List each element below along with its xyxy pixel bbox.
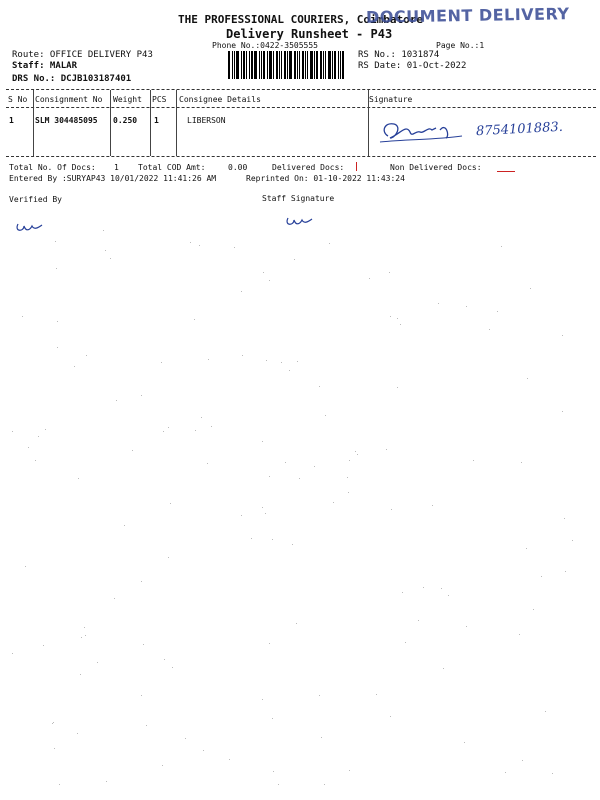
scan-speck bbox=[114, 598, 115, 599]
scan-speck bbox=[53, 722, 54, 723]
scan-speck bbox=[526, 548, 527, 549]
barcode-bar bbox=[234, 51, 235, 79]
header-weight: Weight bbox=[113, 95, 142, 104]
scan-speck bbox=[349, 460, 350, 461]
total-docs-value: 1 bbox=[114, 163, 119, 172]
scan-speck bbox=[397, 387, 398, 388]
scan-speck bbox=[522, 760, 523, 761]
total-docs-label: Total No. Of Docs: bbox=[9, 163, 96, 172]
scan-speck bbox=[22, 316, 23, 317]
scan-speck bbox=[319, 386, 320, 387]
scan-speck bbox=[390, 316, 391, 317]
scan-speck bbox=[207, 463, 208, 464]
scan-speck bbox=[203, 750, 204, 751]
scan-speck bbox=[329, 243, 330, 244]
scan-speck bbox=[562, 335, 563, 336]
scan-speck bbox=[314, 466, 315, 467]
barcode-bar bbox=[325, 51, 326, 79]
scan-speck bbox=[423, 587, 424, 588]
scan-speck bbox=[211, 426, 212, 427]
scan-speck bbox=[38, 436, 39, 437]
scan-speck bbox=[35, 460, 36, 461]
scan-speck bbox=[110, 258, 111, 259]
barcode-bar bbox=[284, 51, 286, 79]
scan-speck bbox=[448, 595, 449, 596]
scan-speck bbox=[376, 694, 377, 695]
barcode-bar bbox=[236, 51, 239, 79]
scan-speck bbox=[132, 450, 133, 451]
scan-speck bbox=[265, 513, 266, 514]
scan-speck bbox=[464, 742, 465, 743]
scan-speck bbox=[294, 259, 295, 260]
scan-speck bbox=[234, 247, 235, 248]
scan-speck bbox=[281, 362, 282, 363]
scan-speck bbox=[251, 538, 252, 539]
barcode-bar bbox=[249, 51, 250, 79]
scan-speck bbox=[527, 378, 528, 379]
entered-by: Entered By :SURYAP43 10/01/2022 11:41:26 AM bbox=[9, 174, 217, 183]
scan-speck bbox=[124, 525, 125, 526]
scan-speck bbox=[466, 306, 467, 307]
scan-speck bbox=[185, 738, 186, 739]
scan-speck bbox=[285, 462, 286, 463]
barcode-bar bbox=[342, 51, 344, 79]
scan-speck bbox=[466, 626, 467, 627]
scan-speck bbox=[141, 395, 142, 396]
scan-speck bbox=[86, 355, 87, 356]
scan-speck bbox=[161, 362, 162, 363]
barcode-bar bbox=[232, 51, 233, 79]
signature-phone-note: 8754101883. bbox=[475, 119, 564, 140]
row-consignment: SLM 304485095 bbox=[35, 116, 98, 125]
scan-speck bbox=[78, 478, 79, 479]
barcode-bar bbox=[273, 51, 274, 79]
receiver-signature bbox=[376, 112, 466, 148]
scan-speck bbox=[28, 447, 29, 448]
scan-speck bbox=[497, 311, 498, 312]
scan-speck bbox=[391, 509, 392, 510]
barcode-bar bbox=[243, 51, 245, 79]
barcode-bar bbox=[297, 51, 298, 79]
barcode-bar bbox=[228, 51, 230, 79]
staff-label: Staff: MALAR bbox=[12, 61, 78, 71]
scan-speck bbox=[262, 441, 263, 442]
row-weight: 0.250 bbox=[113, 116, 138, 125]
header-sno: S No bbox=[8, 95, 28, 104]
table-header-rule bbox=[6, 107, 596, 108]
scan-speck bbox=[505, 772, 506, 773]
scan-speck bbox=[168, 427, 169, 428]
scan-speck bbox=[143, 644, 144, 645]
drs-number: DRS No.: DCJB103187401 bbox=[12, 74, 132, 84]
col-divider bbox=[150, 90, 151, 156]
barcode-bar bbox=[340, 51, 341, 79]
barcode-bar bbox=[261, 51, 262, 79]
company-title: THE PROFESSIONAL COURIERS, Coimbatore bbox=[178, 13, 424, 26]
scan-speck bbox=[541, 576, 542, 577]
scan-speck bbox=[105, 250, 106, 251]
barcode-bar bbox=[332, 51, 333, 79]
scan-speck bbox=[405, 642, 406, 643]
scan-speck bbox=[386, 449, 387, 450]
scan-speck bbox=[333, 502, 334, 503]
barcode-bar bbox=[302, 51, 304, 79]
scan-speck bbox=[208, 359, 209, 360]
scan-speck bbox=[74, 366, 75, 367]
scan-speck bbox=[325, 415, 326, 416]
scan-speck bbox=[521, 462, 522, 463]
scan-speck bbox=[242, 355, 243, 356]
scan-speck bbox=[519, 634, 520, 635]
scan-speck bbox=[164, 659, 165, 660]
scan-speck bbox=[241, 291, 242, 292]
scan-speck bbox=[55, 241, 56, 242]
barcode-bar bbox=[307, 51, 308, 79]
barcode-bar bbox=[323, 51, 324, 79]
scan-speck bbox=[565, 571, 566, 572]
scan-speck bbox=[348, 492, 349, 493]
scan-speck bbox=[272, 539, 273, 540]
header-consignee-details: Consignee Details bbox=[179, 95, 261, 104]
scan-speck bbox=[172, 667, 173, 668]
scan-speck bbox=[269, 643, 270, 644]
document-delivery-stamp: DOCUMENT DELIVERY bbox=[365, 4, 570, 27]
scan-speck bbox=[297, 361, 298, 362]
scan-speck bbox=[321, 737, 322, 738]
barcode-bar bbox=[259, 51, 260, 79]
barcode-bar bbox=[251, 51, 253, 79]
verifier-initials bbox=[14, 216, 50, 234]
scan-speck bbox=[273, 771, 274, 772]
scan-speck bbox=[562, 411, 563, 412]
scan-speck bbox=[57, 347, 58, 348]
scan-speck bbox=[12, 431, 13, 432]
reprinted-on: Reprinted On: 01-10-2022 11:43:24 bbox=[246, 174, 405, 183]
scan-speck bbox=[564, 518, 565, 519]
barcode-bar bbox=[328, 51, 331, 79]
scan-speck bbox=[25, 566, 26, 567]
barcode-bar bbox=[314, 51, 315, 79]
table-top-rule bbox=[6, 89, 596, 90]
scan-speck bbox=[266, 360, 267, 361]
barcode-bar bbox=[316, 51, 318, 79]
header-pcs: PCS bbox=[152, 95, 167, 104]
scan-speck bbox=[390, 716, 391, 717]
non-delivered-docs-label: Non Delivered Docs: bbox=[390, 163, 482, 172]
page-number: Page No.:1 bbox=[436, 41, 485, 50]
scan-speck bbox=[59, 784, 60, 785]
scan-speck bbox=[163, 431, 164, 432]
scan-speck bbox=[296, 623, 297, 624]
scan-speck bbox=[52, 723, 53, 724]
scan-speck bbox=[545, 711, 546, 712]
table-bottom-rule bbox=[6, 156, 596, 157]
scan-speck bbox=[201, 417, 202, 418]
barcode-bar bbox=[241, 51, 242, 79]
barcode bbox=[228, 51, 348, 79]
scan-speck bbox=[141, 695, 142, 696]
scan-speck bbox=[441, 588, 442, 589]
scan-speck bbox=[190, 242, 191, 243]
scan-speck bbox=[473, 460, 474, 461]
scan-speck bbox=[103, 230, 104, 231]
scan-speck bbox=[369, 278, 370, 279]
scan-speck bbox=[168, 557, 169, 558]
scan-speck bbox=[106, 781, 107, 782]
rs-number: RS No.: 1031874 bbox=[358, 50, 440, 60]
scan-speck bbox=[262, 699, 263, 700]
barcode-bar bbox=[246, 51, 247, 79]
scan-speck bbox=[349, 770, 350, 771]
scan-speck bbox=[292, 544, 293, 545]
scan-speck bbox=[45, 429, 46, 430]
scan-speck bbox=[80, 674, 81, 675]
scan-speck bbox=[533, 609, 534, 610]
scan-speck bbox=[530, 288, 531, 289]
scan-speck bbox=[552, 773, 553, 774]
scan-speck bbox=[84, 627, 85, 628]
scan-speck bbox=[501, 246, 502, 247]
barcode-bar bbox=[263, 51, 265, 79]
barcode-bar bbox=[279, 51, 280, 79]
scan-speck bbox=[299, 478, 300, 479]
barcode-bar bbox=[276, 51, 278, 79]
scan-speck bbox=[43, 645, 44, 646]
scan-speck bbox=[141, 581, 142, 582]
row-sno: 1 bbox=[9, 116, 14, 125]
header-consignment-no: Consignment No bbox=[35, 95, 103, 104]
scan-speck bbox=[229, 759, 230, 760]
cod-label: Total COD Amt: bbox=[138, 163, 206, 172]
scan-speck bbox=[116, 400, 117, 401]
scan-speck bbox=[489, 329, 490, 330]
scan-speck bbox=[54, 748, 55, 749]
scan-speck bbox=[418, 620, 419, 621]
staff-signature-label: Staff Signature bbox=[262, 194, 335, 203]
scan-speck bbox=[278, 784, 279, 785]
barcode-bar bbox=[281, 51, 282, 79]
scan-speck bbox=[269, 476, 270, 477]
scan-speck bbox=[81, 637, 82, 638]
barcode-bar bbox=[289, 51, 292, 79]
scan-speck bbox=[263, 272, 264, 273]
delivered-mark bbox=[356, 162, 357, 171]
col-divider bbox=[110, 90, 111, 156]
barcode-bar bbox=[294, 51, 296, 79]
col-divider bbox=[176, 90, 177, 156]
scan-speck bbox=[241, 515, 242, 516]
barcode-bar bbox=[287, 51, 288, 79]
scan-speck bbox=[324, 784, 325, 785]
delivered-docs-label: Delivered Docs: bbox=[272, 163, 345, 172]
scan-speck bbox=[56, 268, 57, 269]
scan-speck bbox=[432, 505, 433, 506]
barcode-bar bbox=[334, 51, 336, 79]
row-pcs: 1 bbox=[154, 116, 159, 125]
barcode-bar bbox=[254, 51, 257, 79]
scan-speck bbox=[262, 507, 263, 508]
scan-speck bbox=[57, 321, 58, 322]
scan-speck bbox=[319, 695, 320, 696]
route-label: Route: OFFICE DELIVERY P43 bbox=[12, 50, 153, 60]
barcode-bar bbox=[305, 51, 306, 79]
scan-speck bbox=[199, 245, 200, 246]
scan-speck bbox=[389, 272, 390, 273]
scan-speck bbox=[194, 319, 195, 320]
header-signature: Signature bbox=[369, 95, 413, 104]
scan-speck bbox=[170, 503, 171, 504]
phone-number: Phone No.:0422-3505555 bbox=[212, 41, 318, 50]
scan-speck bbox=[97, 662, 98, 663]
scan-speck bbox=[402, 592, 403, 593]
cod-value: 0.00 bbox=[228, 163, 248, 172]
staff-initials bbox=[284, 212, 320, 230]
scan-speck bbox=[77, 733, 78, 734]
row-consignee: LIBERSON bbox=[187, 116, 226, 125]
col-divider bbox=[33, 90, 34, 156]
scan-speck bbox=[397, 318, 398, 319]
scan-speck bbox=[347, 477, 348, 478]
scan-speck bbox=[269, 280, 270, 281]
verified-by-label: Verified By bbox=[9, 195, 62, 204]
scan-speck bbox=[438, 303, 439, 304]
non-delivered-mark bbox=[497, 171, 515, 172]
scan-speck bbox=[289, 370, 290, 371]
scan-speck bbox=[85, 635, 86, 636]
scan-speck bbox=[12, 653, 13, 654]
barcode-bar bbox=[299, 51, 300, 79]
scan-speck bbox=[572, 540, 573, 541]
barcode-bar bbox=[320, 51, 322, 79]
scan-speck bbox=[162, 765, 163, 766]
scan-speck bbox=[400, 324, 401, 325]
runsheet-title: Delivery Runsheet - P43 bbox=[226, 27, 393, 41]
scan-speck bbox=[443, 668, 444, 669]
col-divider bbox=[368, 90, 369, 156]
barcode-bar bbox=[267, 51, 268, 79]
barcode-bar bbox=[310, 51, 313, 79]
scan-speck bbox=[357, 454, 358, 455]
barcode-bar bbox=[269, 51, 272, 79]
scan-speck bbox=[355, 451, 356, 452]
scan-speck bbox=[195, 430, 196, 431]
scan-speck bbox=[272, 718, 273, 719]
barcode-bar bbox=[338, 51, 339, 79]
scan-speck bbox=[146, 725, 147, 726]
rs-date: RS Date: 01-Oct-2022 bbox=[358, 61, 467, 71]
